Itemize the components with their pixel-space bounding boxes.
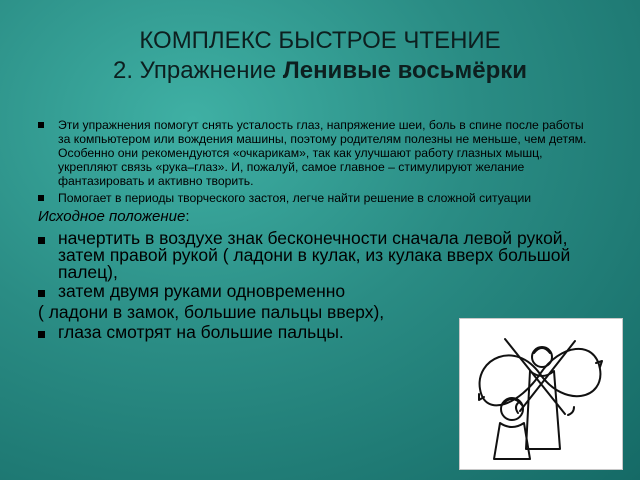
- instruction-item: [38, 230, 598, 281]
- description-item: [38, 191, 598, 205]
- figure-eight-drawing-icon: [460, 319, 622, 469]
- starting-position-text: Исходное положение: [38, 208, 186, 225]
- instruction-text: начертить в воздухе знак бесконечности сначала левой рукой, затем правой рукой ( ладони в кулак, из кулака вверх большой палец),: [58, 228, 571, 282]
- exercise-illustration: [459, 318, 623, 470]
- bullet-square-icon: [38, 237, 45, 244]
- description-item: [38, 118, 598, 188]
- starting-position-label: [38, 208, 598, 226]
- bullet-square-icon: [38, 195, 44, 201]
- bullet-square-icon: [38, 122, 44, 128]
- instruction-item: [38, 283, 598, 300]
- colon: :: [185, 208, 190, 225]
- bullet-square-icon: [38, 331, 45, 338]
- title-prefix: 2. Упражнение: [113, 57, 283, 84]
- bullet-square-icon: [38, 290, 45, 297]
- title-exercise-name: Ленивые восьмёрки: [282, 57, 527, 84]
- title-line-2: [0, 56, 640, 86]
- instruction-text: затем двумя руками одновременно: [58, 281, 346, 301]
- instruction-text: глаза смотрят на большие пальцы.: [58, 322, 344, 342]
- description-text: Помогает в периоды творческого застоя, легче найти решение в сложной ситуации: [58, 191, 532, 205]
- description-text: Эти упражнения помогут снять усталость глаз, напряжение шеи, боль в спине после работы за компьютером или вождения машины, поэтому родителям полезны не меньше, чем детям. Особенно они рекомендуются «очкарикам», так как улучшают работу глазных мышц, укрепляют связь «рука–глаз». И, пожалуй, самое главное – стимулируют желание фантазировать и активно творить.: [58, 118, 587, 188]
- slide-content: [38, 118, 598, 343]
- instruction-continuation: ( ладони в замок, большие пальцы вверх),: [38, 302, 385, 322]
- description-list: [38, 118, 598, 205]
- title-line-1: КОМПЛЕКС БЫСТРОЕ ЧТЕНИЕ: [139, 27, 501, 54]
- slide-title: [0, 26, 640, 86]
- instruction-list: [38, 230, 598, 300]
